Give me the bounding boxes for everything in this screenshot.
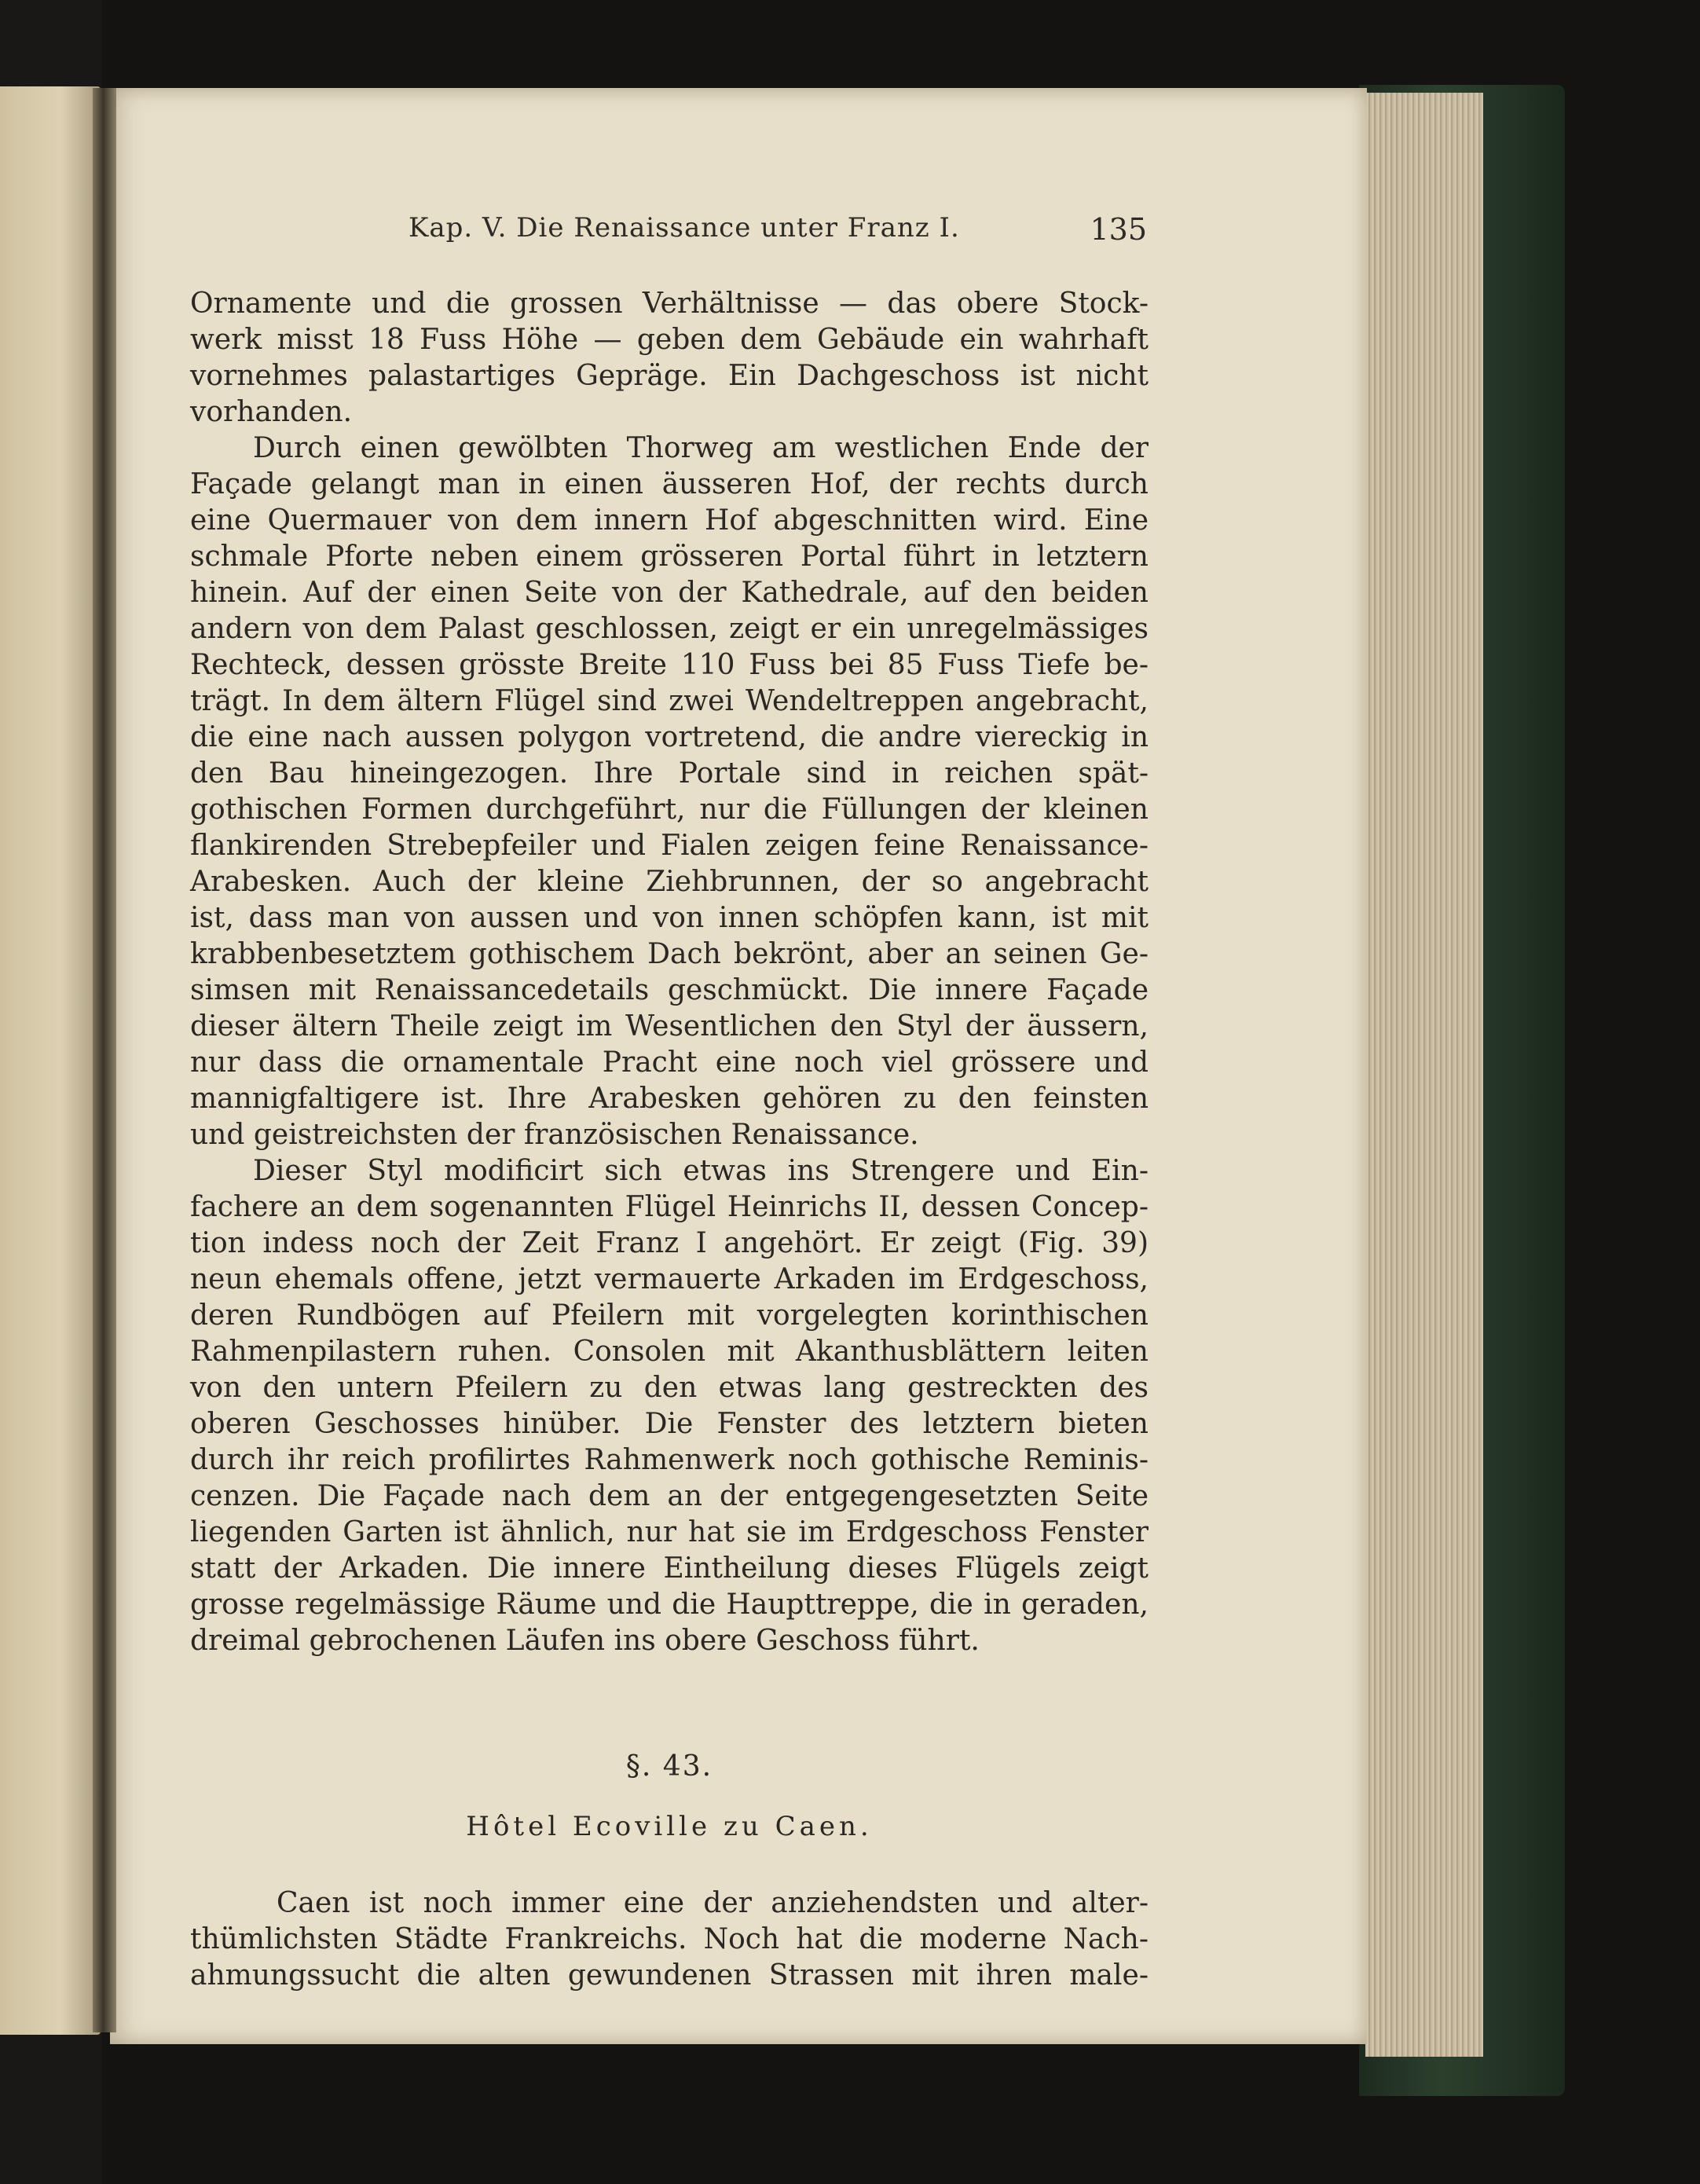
text-line: fachere an dem sogenannten Flügel Heinrichs II, dessen Concep- <box>190 1191 1149 1223</box>
text-line: den Bau hineingezogen. Ihre Portale sind in reichen spät- <box>190 757 1149 790</box>
text-line: ist, dass man von aussen und von innen schöpfen kann, ist mit <box>190 902 1149 934</box>
text-line: nur dass die ornamentale Pracht eine noch viel grössere und <box>190 1046 1149 1079</box>
text-line: und geistreichsten der französischen Renaissance. <box>190 1119 919 1151</box>
running-head <box>409 212 1147 251</box>
text-line: Caen ist noch immer eine der anziehendsten und alter- <box>277 1887 1149 1919</box>
text-line: neun ehemals offene, jetzt vermauerte Arkaden im Erdgeschoss, <box>190 1263 1149 1295</box>
text-line: dreimal gebrochenen Läufen ins obere Geschoss führt. <box>190 1625 980 1657</box>
text-line: andern von dem Palast geschlossen, zeigt er ein unregelmässiges <box>190 613 1149 645</box>
running-head-title: Kap. V. Die Renaissance unter Franz I. <box>409 212 960 244</box>
text-line: Rahmenpilastern ruhen. Consolen mit Akanthusblättern leiten <box>190 1336 1149 1368</box>
text-line: thümlichsten Städte Frankreichs. Noch hat die moderne Nach- <box>190 1923 1149 1955</box>
text-line: Façade gelangt man in einen äusseren Hof, der rechts durch <box>190 468 1149 500</box>
text-line: flankirenden Strebepfeiler und Fialen zeigen feine Renaissance- <box>190 830 1149 862</box>
text-line: werk misst 18 Fuss Höhe — geben dem Gebäude ein wahrhaft <box>190 324 1149 356</box>
page-number: 135 <box>1090 212 1147 247</box>
text-line: Arabesken. Auch der kleine Ziehbrunnen, der so angebracht <box>190 866 1149 898</box>
text-line: gothischen Formen durchgeführt, nur die Füllungen der kleinen <box>190 793 1149 826</box>
text-line: Rechteck, dessen grösste Breite 110 Fuss bei 85 Fuss Tiefe be- <box>190 649 1149 681</box>
text-line: eine Quermauer von dem innern Hof abgeschnitten wird. Eine <box>190 504 1149 537</box>
text-line: oberen Geschosses hinüber. Die Fenster des letztern bieten <box>190 1408 1149 1440</box>
text-line: Dieser Styl modificirt sich etwas ins Strengere und Ein- <box>253 1155 1149 1187</box>
text-line: simsen mit Renaissancedetails geschmückt. Die innere Façade <box>190 974 1149 1006</box>
text-line: grosse regelmässige Räume und die Haupttreppe, die in geraden, <box>190 1589 1149 1621</box>
text-line: cenzen. Die Façade nach dem an der entgegengesetzten Seite <box>190 1480 1149 1512</box>
text-line: krabbenbesetztem gothischem Dach bekrönt, aber an seinen Ge- <box>190 938 1149 970</box>
text-line: trägt. In dem ältern Flügel sind zwei Wendeltreppen angebracht, <box>190 685 1149 717</box>
left-page-edge <box>0 86 101 2035</box>
text-line: vorhanden. <box>190 396 353 428</box>
text-line: ahmungssucht die alten gewundenen Strassen mit ihren male- <box>190 1959 1149 1992</box>
text-line: liegenden Garten ist ähnlich, nur hat sie im Erdgeschoss Fenster <box>190 1516 1149 1548</box>
text-line: schmale Pforte neben einem grösseren Portal führt in letztern <box>190 541 1149 573</box>
text-line: Ornamente und die grossen Verhältnisse — das obere Stock- <box>190 288 1149 320</box>
text-line: Durch einen gewölbten Thorweg am westlichen Ende der <box>253 432 1149 464</box>
text-line: vornehmes palastartiges Gepräge. Ein Dachgeschoss ist nicht <box>190 360 1149 392</box>
text-line: durch ihr reich profilirtes Rahmenwerk noch gothische Reminis- <box>190 1444 1149 1476</box>
section-number: §. 43. <box>625 1750 713 1783</box>
text-line: die eine nach aussen polygon vortretend, die andre viereckig in <box>190 721 1149 753</box>
page-edges <box>1365 93 1483 2057</box>
text-line: statt der Arkaden. Die innere Eintheilung dieses Flügels zeigt <box>190 1552 1149 1585</box>
text-line: deren Rundbögen auf Pfeilern mit vorgelegten korinthischen <box>190 1299 1149 1332</box>
text-line: tion indess noch der Zeit Franz I angehört. Er zeigt (Fig. 39) <box>190 1227 1149 1259</box>
text-line: hinein. Auf der einen Seite von der Kathedrale, auf den beiden <box>190 577 1149 609</box>
text-line: dieser ältern Theile zeigt im Wesentlichen den Styl der äussern, <box>190 1010 1149 1043</box>
text-line: von den untern Pfeilern zu den etwas lang gestreckten des <box>190 1372 1149 1404</box>
section-title: Hôtel Ecoville zu Caen. <box>466 1811 873 1842</box>
text-line: mannigfaltigere ist. Ihre Arabesken gehören zu den feinsten <box>190 1083 1149 1115</box>
book-gutter <box>93 88 116 2032</box>
